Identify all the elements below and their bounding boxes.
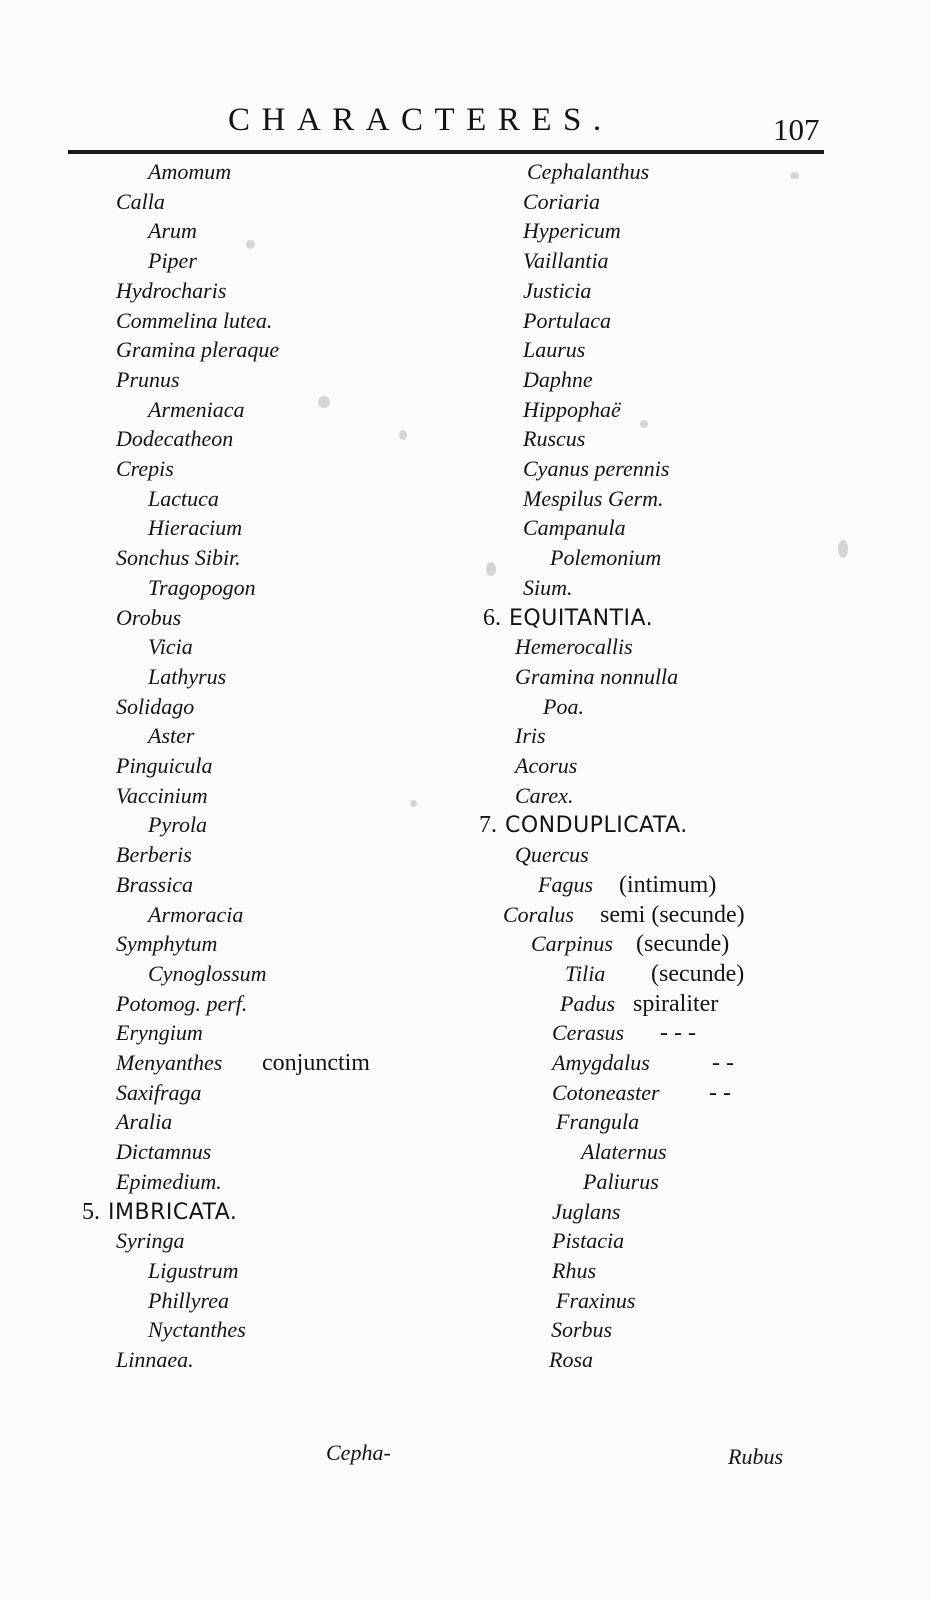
plant-name: Aralia — [116, 1109, 173, 1134]
plant-name: Ligustrum — [148, 1258, 239, 1283]
plant-name: Iris — [515, 723, 546, 748]
list-item — [527, 157, 649, 187]
plant-name: Juglans — [552, 1199, 621, 1224]
list-item — [552, 1226, 624, 1256]
plant-name: Hieracium — [148, 515, 243, 540]
list-item — [531, 929, 730, 959]
annotation: semi (secunde) — [600, 902, 745, 928]
list-item — [116, 989, 247, 1019]
list-item — [523, 306, 611, 336]
paper-speck — [838, 540, 848, 558]
list-item — [116, 1048, 370, 1078]
section-heading — [483, 603, 653, 633]
list-item — [148, 246, 197, 276]
annotation: - - - — [660, 1020, 696, 1046]
plant-name: Acorus — [515, 753, 578, 778]
plant-name: Arum — [148, 218, 197, 243]
plant-name: Cerasus — [552, 1020, 625, 1045]
list-item — [116, 929, 217, 959]
plant-name: Polemonium — [550, 545, 662, 570]
plant-name: Saxifraga — [116, 1080, 202, 1105]
plant-name: Armeniaca — [148, 397, 245, 422]
list-item — [116, 276, 226, 306]
plant-name: Amomum — [148, 159, 232, 184]
plant-name: Carex. — [515, 783, 574, 808]
plant-name: Brassica — [116, 872, 193, 897]
running-title: CHARACTERES. — [228, 102, 613, 138]
plant-name: Sium. — [523, 575, 573, 600]
plant-name: Orobus — [116, 605, 182, 630]
list-item — [148, 900, 243, 930]
plant-name: Amygdalus — [552, 1050, 650, 1075]
plant-name: Menyanthes — [116, 1050, 223, 1075]
list-item — [148, 1256, 238, 1286]
section-number: 7. — [479, 812, 497, 838]
list-item — [116, 1167, 222, 1197]
paper-speck — [486, 562, 496, 576]
plant-name: Nyctanthes — [148, 1317, 246, 1342]
list-item — [148, 1286, 229, 1316]
plant-name: Pinguicula — [116, 753, 213, 778]
plant-name: Crepis — [116, 456, 174, 481]
annotation: conjunctim — [262, 1050, 370, 1076]
plant-name: Tragopogon — [148, 575, 256, 600]
list-item — [552, 1197, 620, 1227]
list-item — [116, 692, 194, 722]
plant-name: Alaternus — [581, 1139, 667, 1164]
list-item — [523, 246, 609, 276]
list-item — [549, 1345, 593, 1375]
plant-name: Eryngium — [116, 1020, 203, 1045]
plant-name: Rosa — [549, 1347, 593, 1372]
plant-name: Hemerocallis — [515, 634, 633, 659]
list-item — [543, 692, 584, 722]
plant-name: Frangula — [556, 1109, 640, 1134]
section-title: EQUITANTIA. — [509, 606, 654, 631]
list-item — [523, 187, 600, 217]
plant-name: Hypericum — [523, 218, 621, 243]
annotation: (secunde) — [636, 931, 730, 957]
list-item — [148, 573, 256, 603]
list-item — [581, 1137, 667, 1167]
list-item — [148, 1315, 246, 1345]
list-item — [560, 989, 719, 1019]
plant-name: Calla — [116, 189, 165, 214]
plant-name: Pyrola — [148, 812, 208, 837]
list-item — [556, 1107, 639, 1137]
plant-name: Sonchus Sibir. — [116, 545, 241, 570]
annotation: - - — [709, 1080, 731, 1106]
list-item — [116, 187, 165, 217]
plant-name: Pistacia — [552, 1228, 625, 1253]
plant-name: Cynoglossum — [148, 961, 267, 986]
list-item — [552, 1048, 734, 1078]
catchword-right: Rubus — [728, 1444, 783, 1469]
plant-name: Lathyrus — [148, 664, 227, 689]
list-item — [148, 632, 193, 662]
plant-name: Lactuca — [148, 486, 219, 511]
list-item — [116, 1107, 172, 1137]
plant-name: Cephalanthus — [527, 159, 650, 184]
list-item — [503, 900, 745, 930]
plant-name: Gramina nonnulla — [515, 664, 679, 689]
plant-name: Portulaca — [523, 308, 611, 333]
section-heading — [479, 810, 688, 840]
plant-name: Solidago — [116, 694, 195, 719]
plant-name: Cotoneaster — [552, 1080, 660, 1105]
page-number: 107 — [773, 112, 820, 147]
plant-name: Sorbus — [551, 1317, 613, 1342]
list-item — [523, 424, 585, 454]
list-item — [148, 157, 231, 187]
plant-name: Coriaria — [523, 189, 601, 214]
list-item — [148, 721, 194, 751]
list-item — [148, 513, 242, 543]
plant-name: Laurus — [523, 337, 586, 362]
list-item — [556, 1286, 635, 1316]
section-number: 5. — [82, 1199, 100, 1225]
plant-name: Justicia — [523, 278, 592, 303]
list-item — [515, 662, 678, 692]
list-item — [116, 1226, 184, 1256]
list-item — [583, 1167, 659, 1197]
plant-name: Aster — [148, 723, 195, 748]
list-item — [116, 603, 181, 633]
plant-name: Tilia — [565, 961, 606, 986]
catchword-left: Cepha- — [326, 1440, 391, 1465]
plant-name: Campanula — [523, 515, 626, 540]
list-item — [552, 1078, 731, 1108]
list-item — [116, 870, 193, 900]
list-item — [538, 870, 717, 900]
list-item — [116, 1018, 203, 1048]
list-item — [515, 781, 573, 811]
plant-name: Carpinus — [531, 931, 613, 956]
list-item — [148, 959, 267, 989]
plant-name: Prunus — [116, 367, 180, 392]
list-item — [523, 335, 585, 365]
list-item — [116, 1137, 211, 1167]
paper-speck — [318, 396, 330, 408]
list-item — [552, 1018, 696, 1048]
plant-name: Fagus — [538, 872, 593, 897]
list-item — [523, 365, 593, 395]
section-heading — [82, 1197, 237, 1227]
list-item — [116, 306, 272, 336]
list-item — [515, 751, 577, 781]
plant-name: Hydrocharis — [116, 278, 227, 303]
list-item — [148, 484, 219, 514]
list-item — [116, 751, 213, 781]
plant-name: Dodecatheon — [116, 426, 234, 451]
annotation: (secunde) — [651, 961, 745, 987]
list-item — [515, 721, 546, 751]
paper-speck — [410, 800, 417, 807]
list-item — [523, 276, 591, 306]
list-item — [515, 632, 633, 662]
list-item — [552, 1256, 596, 1286]
plant-name: Coralus — [503, 902, 574, 927]
annotation: - - — [712, 1050, 734, 1076]
list-item — [116, 1345, 194, 1375]
list-item — [116, 781, 208, 811]
plant-name: Rhus — [552, 1258, 596, 1283]
annotation: (intimum) — [619, 872, 717, 898]
plant-name: Epimedium. — [116, 1169, 222, 1194]
plant-name: Dictamnus — [116, 1139, 212, 1164]
list-item — [523, 484, 664, 514]
paper-speck — [790, 172, 799, 179]
plant-name: Syringa — [116, 1228, 185, 1253]
plant-name: Vicia — [148, 634, 193, 659]
plant-name: Padus — [560, 991, 615, 1016]
list-item — [116, 454, 174, 484]
list-item — [116, 335, 279, 365]
plant-name: Cyanus perennis — [523, 456, 670, 481]
section-title: CONDUPLICATA. — [505, 813, 688, 838]
list-item — [523, 573, 573, 603]
plant-name: Berberis — [116, 842, 192, 867]
list-item — [116, 1078, 202, 1108]
plant-name: Quercus — [515, 842, 589, 867]
paper-speck — [399, 430, 407, 440]
plant-name: Potomog. perf. — [116, 991, 248, 1016]
plant-name: Poa. — [543, 694, 584, 719]
section-number: 6. — [483, 605, 501, 631]
list-item — [116, 543, 241, 573]
list-item — [523, 513, 626, 543]
plant-name: Mespilus Germ. — [523, 486, 664, 511]
paper-speck — [640, 420, 648, 428]
list-item — [116, 840, 192, 870]
annotation: spiraliter — [633, 991, 719, 1017]
list-item — [523, 216, 621, 246]
plant-name: Armoracia — [148, 902, 244, 927]
list-item — [148, 810, 207, 840]
list-item — [116, 365, 180, 395]
paper-speck — [246, 240, 255, 249]
list-item — [565, 959, 745, 989]
plant-name: Ruscus — [523, 426, 586, 451]
list-item — [551, 1315, 612, 1345]
list-item — [116, 424, 233, 454]
list-item — [550, 543, 661, 573]
plant-name: Fraxinus — [556, 1288, 636, 1313]
plant-name: Hippophaë — [523, 397, 621, 422]
section-title: IMBRICATA. — [108, 1200, 238, 1225]
list-item — [523, 395, 621, 425]
list-item — [148, 395, 245, 425]
list-item — [523, 454, 669, 484]
plant-name: Linnaea. — [116, 1347, 194, 1372]
plant-name: Gramina pleraque — [116, 337, 280, 362]
plant-name: Phillyrea — [148, 1288, 230, 1313]
header-rule — [68, 150, 824, 154]
list-item — [148, 662, 226, 692]
plant-name: Vaillantia — [523, 248, 609, 273]
plant-name: Daphne — [523, 367, 593, 392]
list-item — [515, 840, 589, 870]
plant-name: Piper — [148, 248, 197, 273]
plant-name: Paliurus — [583, 1169, 659, 1194]
plant-name: Symphytum — [116, 931, 218, 956]
plant-name: Vaccinium — [116, 783, 208, 808]
plant-name: Commelina lutea. — [116, 308, 273, 333]
list-item — [148, 216, 197, 246]
